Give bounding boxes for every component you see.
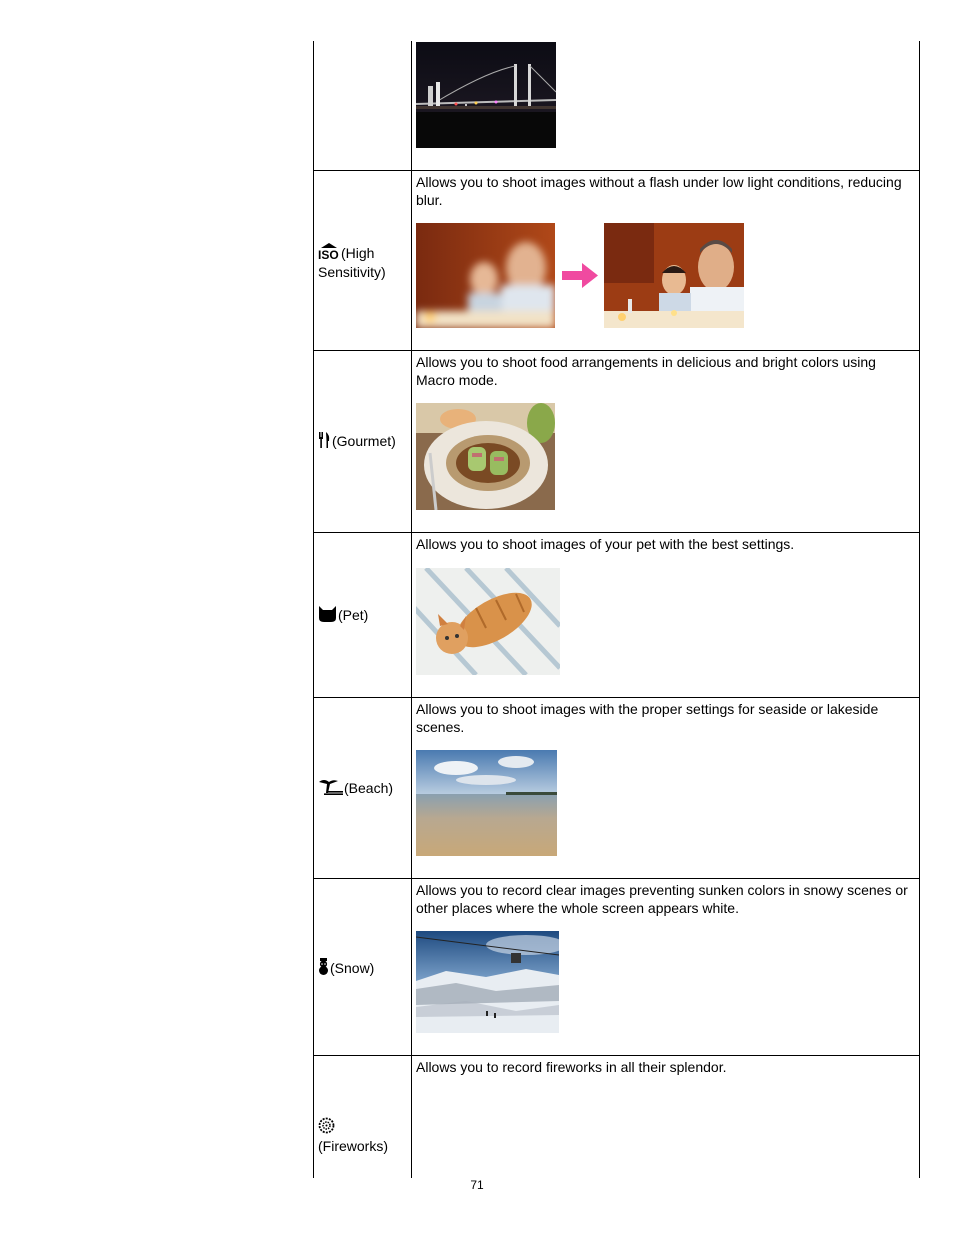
scene-description: Allows you to shoot images without a flash under low light conditions, reducing blur. (416, 174, 902, 208)
table-right-border (919, 41, 920, 1178)
page-number: 71 (470, 1178, 484, 1192)
arrow-icon (562, 263, 598, 288)
label-text: (Gourmet) (332, 433, 396, 449)
scene-description: Allows you to record fireworks in all their splendor. (416, 1059, 727, 1075)
table-left-border (313, 41, 314, 1178)
table-column-divider (411, 41, 412, 1178)
scene-label-high-sensitivity (318, 243, 386, 281)
scene-description: Allows you to shoot images with the proper settings for seaside or lakeside scenes. (416, 701, 879, 735)
scene-label-gourmet (318, 432, 396, 452)
label-text: (Snow) (330, 960, 375, 976)
high-sensitivity-iso-icon (318, 243, 340, 264)
label-line-2: Sensitivity) (318, 264, 386, 280)
fork-knife-icon (318, 432, 331, 452)
row-divider (313, 697, 920, 698)
row-divider (313, 1055, 920, 1056)
row-divider (313, 878, 920, 879)
scene-description: Allows you to shoot food arrangements in delicious and bright colors using Macro mode. (416, 354, 876, 388)
scene-description: Allows you to shoot images of your pet with the best settings. (416, 536, 795, 552)
scene-label-pet (318, 606, 368, 626)
scene-label-fireworks (318, 1117, 388, 1155)
sharp-dinner-image (604, 223, 744, 328)
scene-label-snow (318, 958, 374, 979)
label-text: (Beach) (344, 780, 394, 796)
label-line-1: (High (341, 245, 375, 261)
kitten-image (416, 568, 560, 675)
cat-icon (318, 606, 337, 626)
label-text: (Fireworks) (318, 1138, 388, 1154)
svg-text:ISO: ISO (318, 248, 339, 260)
palm-tree-icon (318, 779, 343, 799)
row-divider (313, 350, 920, 351)
snowman-icon (318, 958, 329, 979)
food-plate-image (416, 403, 555, 510)
scene-label-beach (318, 779, 393, 799)
night-bridge-image (416, 42, 556, 148)
row-divider (313, 532, 920, 533)
row-divider (313, 170, 920, 171)
beach-image (416, 750, 557, 856)
fireworks-icon (318, 1117, 335, 1138)
scene-description: Allows you to record clear images preventing sunken colors in snowy scenes or other places where the whole screen appears white. (416, 882, 908, 916)
snow-gondola-image (416, 931, 559, 1033)
blurred-dinner-image (416, 223, 555, 328)
label-text: (Pet) (338, 607, 369, 623)
